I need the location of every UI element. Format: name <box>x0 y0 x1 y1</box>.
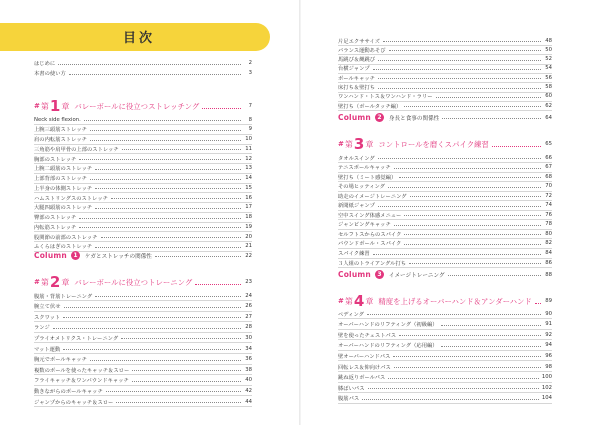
leader-dots <box>388 187 541 188</box>
toc-entry-label: 本書の使い方 <box>34 71 66 77</box>
chapter-hash: # <box>34 102 40 110</box>
leader-dots <box>95 247 241 248</box>
leader-dots <box>121 338 241 339</box>
toc-entry[interactable] <box>34 333 252 343</box>
page-number: 42 <box>245 387 252 394</box>
toc-entry[interactable] <box>34 291 252 301</box>
toc-entry-label: 上腕三頭筋ストレッチ <box>34 127 87 134</box>
leader-dots <box>448 275 541 276</box>
page-number: 27 <box>245 313 252 320</box>
page-number: 80 <box>545 230 552 237</box>
page-number: 34 <box>245 345 252 352</box>
leader-dots <box>79 227 241 228</box>
toc-entry-label: 助走のイメージトレーニング <box>338 193 407 200</box>
column-number-badge: 3 <box>375 270 384 279</box>
leader-dots <box>195 284 241 285</box>
leader-dots <box>90 130 241 131</box>
page-number: 86 <box>545 259 552 266</box>
toc-entry[interactable] <box>338 201 552 211</box>
page-number: 60 <box>545 93 552 100</box>
leader-dots <box>368 388 539 389</box>
toc-entry[interactable] <box>34 232 252 242</box>
page-number: 40 <box>245 377 252 384</box>
chapter-hash: # <box>34 278 40 286</box>
toc-entry[interactable] <box>34 135 252 145</box>
page-number: 15 <box>245 184 252 191</box>
leader-dots <box>389 50 541 51</box>
page-number: 104 <box>541 395 552 402</box>
page-number: 3 <box>248 70 252 76</box>
leader-dots <box>95 188 241 189</box>
leader-dots <box>394 168 541 169</box>
page-number: 22 <box>245 252 252 259</box>
toc-entry-label: ボールキャッチ <box>338 75 375 82</box>
page-number: 84 <box>545 250 552 256</box>
toc-entry[interactable] <box>34 365 252 375</box>
leader-dots <box>106 391 241 392</box>
toc-entry[interactable] <box>338 182 552 192</box>
page-number: 68 <box>545 173 552 180</box>
toc-entry-label: オーバーハンドのリフティング（応用編） <box>338 343 438 350</box>
chapter-sho: 章 <box>61 277 70 287</box>
toc-entry-label: 複数のボールを使ったキャッチ＆スロー <box>34 367 130 374</box>
leader-dots <box>404 106 541 107</box>
toc-entry[interactable] <box>338 239 552 249</box>
toc-entry-label: タオルスイング <box>338 155 375 162</box>
leader-dots <box>373 254 541 255</box>
toc-entry-label: 三角筋や肩甲骨の上部のストレッチ <box>34 146 119 153</box>
chapter-hash: # <box>338 297 344 305</box>
page-number: 13 <box>245 165 252 172</box>
toc-entry-label: スパイク練習 <box>338 251 370 257</box>
chapter-dai: 第 <box>344 296 353 306</box>
page-number: 11 <box>245 145 252 152</box>
leader-dots <box>441 325 541 326</box>
leader-dots <box>101 237 241 238</box>
toc-entry-label: ペディング <box>338 311 364 318</box>
chapter-number: 4 <box>353 291 365 310</box>
chapter-dai: 第 <box>40 277 49 287</box>
page-number: 30 <box>245 334 252 341</box>
page-number: 17 <box>245 204 252 211</box>
toc-entry-label: 股関節の前部のストレッチ <box>34 234 98 241</box>
toc-entry[interactable] <box>338 309 552 319</box>
page-number: 72 <box>545 192 552 199</box>
toc-entry-label: 壁オーバーハンドパス <box>338 353 391 360</box>
leader-dots <box>383 41 541 42</box>
page-gutter <box>299 0 301 425</box>
leader-dots <box>404 234 541 235</box>
page-number: 18 <box>245 214 252 220</box>
page-number: 28 <box>245 324 252 331</box>
leader-dots <box>404 215 541 216</box>
page-number: 12 <box>245 155 252 162</box>
leader-dots <box>442 118 541 119</box>
toc-entry[interactable] <box>338 362 552 372</box>
column-number-badge: 2 <box>375 113 384 122</box>
leader-dots <box>95 296 241 297</box>
toc-entry[interactable] <box>34 323 252 333</box>
toc-entry-label: スクワット <box>34 314 61 321</box>
toc-entry[interactable] <box>338 258 552 268</box>
chapter-hash: # <box>338 140 344 148</box>
column-label: Column <box>338 113 371 122</box>
page-number: 65 <box>545 141 552 147</box>
page-number: 9 <box>248 126 252 133</box>
toc-entry-label: その場ヒッティング <box>338 184 385 191</box>
leader-dots <box>90 360 241 361</box>
leader-dots <box>399 335 541 336</box>
page-number: 64 <box>545 114 552 121</box>
chapter-number: 3 <box>353 134 365 153</box>
chapter-4-heading[interactable] <box>338 293 552 309</box>
page-number: 92 <box>545 331 552 338</box>
chapter-dai: 第 <box>40 101 49 111</box>
chapter-3-heading[interactable] <box>338 136 552 152</box>
column-number-badge: 1 <box>71 251 80 260</box>
leader-dots <box>53 328 241 329</box>
leader-dots <box>116 402 241 403</box>
leader-dots <box>122 149 241 150</box>
chapter-dai: 第 <box>344 139 353 149</box>
leader-dots <box>90 140 241 141</box>
toc-entry-label: 臀部のストレッチ <box>34 215 77 221</box>
page-number: 36 <box>245 356 252 363</box>
leader-dots <box>95 208 241 209</box>
page-number: 66 <box>545 154 552 161</box>
page-number: 52 <box>545 56 552 63</box>
page-number: 20 <box>245 233 252 240</box>
toc-entry-label: 上腕二頭筋のストレッチ <box>34 166 93 173</box>
toc-entry[interactable] <box>338 153 552 163</box>
toc-entry-label: ランジ <box>34 325 50 332</box>
chapter-title: バレーボールに役立つストレッチング <box>74 101 200 111</box>
toc-entry[interactable] <box>34 174 252 184</box>
toc-entry[interactable] <box>34 302 252 312</box>
page-number: 74 <box>545 202 552 209</box>
chapter-2-heading[interactable] <box>34 274 252 290</box>
toc-entry-label: 跳ね返りボールパス <box>338 375 386 382</box>
column-title: イメージトレーニング <box>388 272 445 279</box>
leader-dots <box>535 303 541 304</box>
leader-dots <box>63 349 241 350</box>
toc-entry[interactable] <box>34 312 252 322</box>
page-number: 38 <box>245 366 252 373</box>
page-number: 14 <box>245 175 252 181</box>
toc-entry-label: 壁打ち（ミート感覚編） <box>338 174 397 181</box>
toc-entry[interactable] <box>34 144 252 154</box>
toc-entry-label: フライキャッチ＆ワンバウンドキャッチ <box>34 378 129 385</box>
toc-entry[interactable] <box>34 164 252 174</box>
leader-dots <box>393 356 541 357</box>
leader-dots <box>367 314 541 315</box>
page-number: 50 <box>545 46 552 53</box>
chapter-number: 2 <box>49 272 61 291</box>
leader-dots <box>378 206 541 207</box>
toc-entry-label: ジャンピングキャッチ <box>338 222 391 229</box>
page-number: 16 <box>245 194 252 201</box>
toc-entry-label: バウンドボール・スパイク <box>338 241 402 248</box>
toc-entry-label: ふくらはぎのストレッチ <box>34 244 93 251</box>
chapter-title: 精度を上げるオーバーハンド＆アンダーハンド <box>378 296 532 306</box>
leader-dots <box>373 69 541 70</box>
page-number: 8 <box>248 116 252 123</box>
toc-entry-label: 肩の内転筋ストレッチ <box>34 137 87 143</box>
page-number: 44 <box>245 398 252 405</box>
chapter-1-heading[interactable] <box>34 98 252 114</box>
toc-entry-label: 壁打ち（ボールタッチ編） <box>338 103 402 110</box>
toc-entry[interactable] <box>338 394 552 404</box>
toc-entry-label: 床打ち＆壁打ち <box>338 85 376 91</box>
toc-entry[interactable] <box>338 351 552 361</box>
leader-dots <box>63 317 241 318</box>
toc-entry[interactable] <box>338 373 552 383</box>
leader-dots <box>111 198 241 199</box>
leader-dots <box>155 256 241 257</box>
page-number: 24 <box>245 292 252 299</box>
toc-entry[interactable] <box>34 355 252 365</box>
page-number: 67 <box>545 164 552 171</box>
leader-dots <box>362 399 539 400</box>
toc-entry[interactable] <box>34 222 252 232</box>
page-number: 58 <box>545 84 552 90</box>
page-number: 19 <box>245 223 252 230</box>
leader-dots <box>132 370 241 371</box>
toc-entry[interactable] <box>338 163 552 173</box>
leader-dots <box>64 307 242 308</box>
toc-entry[interactable] <box>34 376 252 386</box>
leader-dots <box>492 146 541 147</box>
toc-entry-label: 馬跳び＆縄跳び <box>338 57 376 64</box>
column-1-heading[interactable] <box>34 249 252 262</box>
page-number: 94 <box>545 342 552 349</box>
toc-entry[interactable] <box>34 397 252 407</box>
leader-dots <box>79 159 241 160</box>
toc-entry[interactable] <box>34 203 252 213</box>
page-number: 88 <box>545 271 552 278</box>
toc-entry-label: バランス運動あそび <box>338 47 386 54</box>
toc-entry-label: 胸部のストレッチ <box>34 156 77 163</box>
toc-entry[interactable] <box>34 58 252 68</box>
chapter-title: バレーボールに役立つトレーニング <box>74 277 193 287</box>
leader-dots <box>409 263 541 264</box>
leader-dots <box>132 381 241 382</box>
page-number: 76 <box>545 211 552 218</box>
toc-entry-label: Neck side flexion. <box>34 116 81 123</box>
leader-dots <box>410 196 541 197</box>
toc-entry-label: 上半身の体側ストレッチ <box>34 185 93 192</box>
leader-dots <box>69 74 241 75</box>
leader-dots <box>378 78 541 79</box>
leader-dots <box>399 177 541 178</box>
toc-entry[interactable] <box>338 229 552 239</box>
toc-entry[interactable] <box>338 320 552 330</box>
left-page-toc <box>34 58 252 418</box>
toc-entry[interactable] <box>338 191 552 201</box>
column-2-heading[interactable] <box>338 111 552 124</box>
toc-entry-label: 台横ジャンプ <box>338 66 370 73</box>
page-number: 23 <box>245 279 252 285</box>
toc-entry-label: 大腿四頭筋のストレッチ <box>34 205 93 212</box>
column-3-heading[interactable] <box>338 268 552 281</box>
page-number: 56 <box>545 74 552 81</box>
toc-entry-label: 動きながらのボールキャッチ <box>34 388 103 395</box>
toc-entry-label: 腕立て伏せ <box>34 304 61 311</box>
leader-dots <box>90 179 241 180</box>
page-number: 91 <box>545 321 552 328</box>
toc-entry-label: ワンハンド・トス＆ワンハンド・ラリー <box>338 94 433 101</box>
toc-entry[interactable] <box>34 183 252 193</box>
leader-dots <box>58 64 241 65</box>
toc-entry-label: 内転筋ストレッチ <box>34 224 77 231</box>
toc-entry[interactable] <box>338 341 552 351</box>
toc-entry-label: オーバーハンドのリフティング（初級編） <box>338 322 438 329</box>
page-number: 62 <box>545 102 552 109</box>
page-number: 78 <box>545 221 552 228</box>
chapter-number: 1 <box>49 96 61 115</box>
leader-dots <box>378 158 541 159</box>
toc-entry-label: セルフトスからのスパイク <box>338 231 402 238</box>
page-number: 54 <box>545 65 552 72</box>
leader-dots <box>394 225 541 226</box>
page-number: 89 <box>545 298 552 304</box>
toc-entry[interactable] <box>338 101 552 111</box>
toc-entry-label: 胸元でボールキャッチ <box>34 357 87 364</box>
leader-dots <box>378 60 541 61</box>
toc-entry[interactable] <box>34 68 252 78</box>
toc-entry-label: 新聞紙ジャンプ <box>338 203 375 210</box>
chapter-title: コントロールを磨くスパイク練習 <box>378 139 489 149</box>
toc-entry-label: 空中スイング体感メニュー <box>338 212 402 219</box>
leader-dots <box>202 108 241 109</box>
toc-entry[interactable] <box>34 386 252 396</box>
page-number: 7 <box>248 103 252 109</box>
toc-entry-label: ３人組のトライアングル打ち <box>338 260 407 267</box>
page-number: 21 <box>245 243 252 250</box>
right-page-toc <box>338 36 552 411</box>
page-number: 10 <box>245 136 252 142</box>
toc-entry[interactable] <box>338 220 552 230</box>
toc-entry[interactable] <box>338 330 552 340</box>
column-title: 身長と食事の関係性 <box>388 115 440 122</box>
chapter-sho: 章 <box>365 139 374 149</box>
leader-dots <box>378 88 541 89</box>
leader-dots <box>84 120 241 121</box>
toc-entry-label: マット運動 <box>34 346 61 353</box>
toc-entry-label: 腹筋パス <box>338 396 360 403</box>
column-label: Column <box>34 251 67 260</box>
page-number: 48 <box>545 37 552 44</box>
toc-entry-label: テニスボールキャッチ <box>338 165 391 172</box>
leader-dots <box>79 218 241 219</box>
page-number: 2 <box>248 60 252 66</box>
toc-entry-label: 片足エクササイズ <box>338 38 380 45</box>
page-number: 90 <box>545 310 552 317</box>
page-number: 70 <box>545 183 552 190</box>
leader-dots <box>404 244 541 245</box>
leader-dots <box>95 169 241 170</box>
page-number: 82 <box>545 240 552 247</box>
toc-entry-label: 壁を使ったチェストパス <box>338 332 397 339</box>
column-label: Column <box>338 270 371 279</box>
toc-entry[interactable] <box>34 154 252 164</box>
page-number: 96 <box>545 352 552 359</box>
leader-dots <box>441 346 541 347</box>
toc-entry-label: ジャンプからのキャッチ＆スロー <box>34 399 114 406</box>
chapter-sho: 章 <box>61 101 70 111</box>
column-title: ケガとストレッチの関係性 <box>84 253 152 260</box>
page-number: 98 <box>545 363 552 370</box>
toc-entry[interactable] <box>338 383 552 393</box>
toc-entry[interactable] <box>34 115 252 125</box>
toc-entry-label: プライオメトリクス・トレーニング <box>34 335 119 342</box>
toc-entry-label: 膝ばいパス <box>338 385 365 392</box>
toc-entry[interactable] <box>34 125 252 135</box>
toc-entry[interactable] <box>338 249 552 259</box>
leader-dots <box>436 97 541 98</box>
page-number: 102 <box>541 384 552 391</box>
toc-entry-label: 回転レス＆仰向けパス <box>338 364 391 371</box>
toc-entry[interactable] <box>34 193 252 203</box>
leader-dots <box>388 378 539 379</box>
toc-entry-label: 腹筋・背筋トレーニング <box>34 293 93 300</box>
toc-entry-label: 上部背部のストレッチ <box>34 176 87 182</box>
toc-entry-label: ハムストリングスのストレッチ <box>34 195 108 202</box>
page-number: 26 <box>245 303 252 310</box>
toc-entry[interactable] <box>338 210 552 220</box>
toc-entry[interactable] <box>34 213 252 223</box>
toc-entry[interactable] <box>34 344 252 354</box>
chapter-sho: 章 <box>365 296 374 306</box>
page-title: 目次 <box>123 31 156 46</box>
toc-entry[interactable] <box>338 172 552 182</box>
page-number: 100 <box>541 374 552 381</box>
leader-dots <box>394 367 541 368</box>
toc-entry-label: はじめに <box>34 61 56 67</box>
